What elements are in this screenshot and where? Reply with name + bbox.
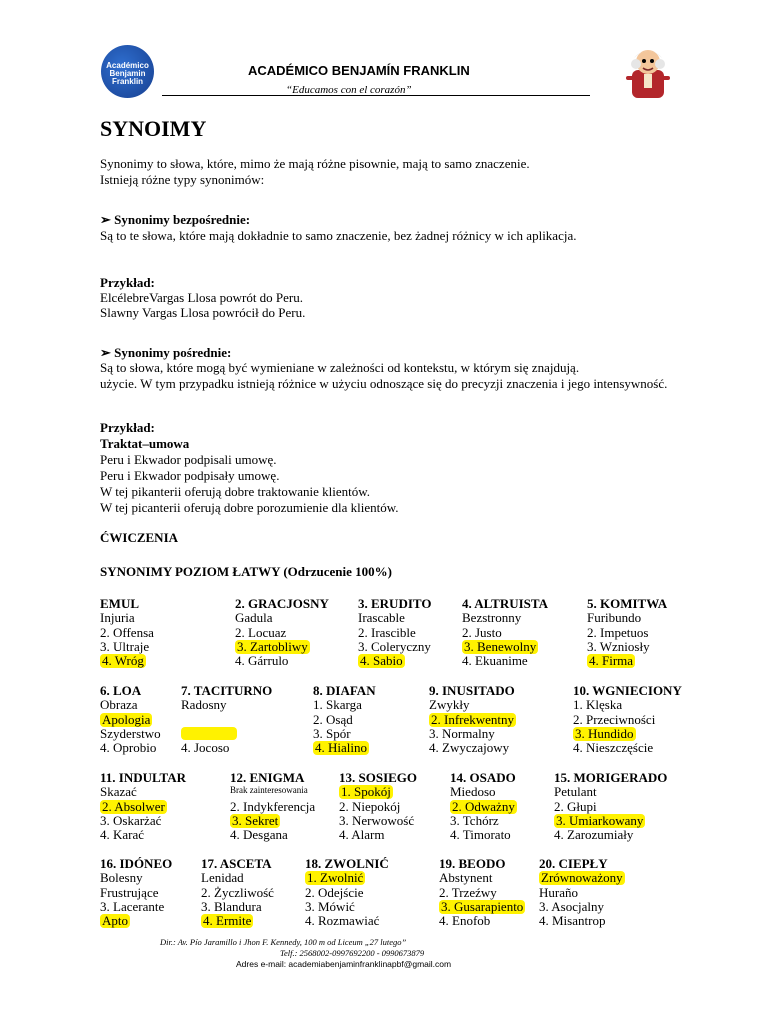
answer-highlight: 4. Ermite [203,913,252,929]
intro-paragraph: Synonimy to słowa, które, mimo że mają różne pisownie, mają to samo znaczenie. Istnieją różne typy synonimów: [100,156,530,187]
option-line: 4. Jocoso [181,740,230,756]
header-divider [162,95,590,96]
option-line: 2. Locuaz [235,624,287,640]
option-line: Radosny [181,697,227,713]
group-title: 15. MORIGERADO [554,770,668,785]
option-line: 4. Nieszczęście [573,740,654,756]
option-line: 3. Ultraje [100,638,150,654]
direct-heading: ➢ Synonimy bezpośrednie: [100,212,251,227]
option-line: Irascable [358,610,405,626]
option-line: 4. Zarozumiały [554,827,634,843]
indirect-heading: ➢ Synonimy pośrednie: [100,345,232,360]
answer-highlight: 2. Infrekwentny [431,711,515,727]
group-title: 12. ENIGMA [230,770,305,785]
option-line: Furibundo [587,610,642,626]
group-subtitle: Brak zainteresowania [230,785,308,796]
answer-highlight: 3. Sekret [232,812,279,828]
option-line: 1. Klęska [573,697,623,713]
option-line: Bezstronny [462,610,522,626]
option-line: 2. Irascible [358,624,416,640]
option-line: 4. Ekuanime [462,653,528,669]
answer-highlight: 3. Gusarapiento [441,898,524,914]
indirect-text-2: użycie. W tym przypadku istnieją różnice w użyciu odnoszące się do precyzji znaczenia i jego intensywność. [100,376,668,391]
option-line: 4. Oprobio [100,740,157,756]
option-line: 4. Misantrop [539,913,606,929]
group-title: 8. DIAFAN [313,683,376,698]
option-line: 2. Justo [462,624,502,640]
group-title: 14. OSADO [450,770,516,785]
option-line: 2. Osąd [313,711,353,727]
option-line: 3. Mówić [305,898,355,914]
answer-highlight: 2. Absolwer [102,798,165,814]
answer-highlight: 4. Firma [589,653,634,669]
option-line: Injuria [100,610,135,626]
logo-text-1: Académico [106,61,149,70]
option-line: 2. Życzliwość [201,884,274,900]
answer-highlight: 3. Umiarkowany [556,812,644,828]
option-line: 2. Niepokój [339,798,401,814]
option-line: Zwykły [429,697,470,713]
option-line: 2. Odejście [305,884,364,900]
option-line: 4. Zwyczajowy [429,740,510,756]
option-line: Miedoso [450,784,496,800]
option-line: 3. Oskarżać [100,812,162,828]
answer-highlight: Apto [102,913,128,929]
option-line: 1. Skarga [313,697,362,713]
option-line: 4. Enofob [439,913,491,929]
group-title: 13. SOSIEGO [339,770,418,785]
indirect-example-4: W tej picanterii oferują dobre porozumienie dla klientów. [100,500,399,515]
group-title: 18. ZWOLNIĆ [305,856,389,871]
option-line: Abstynent [439,870,493,886]
option-line: 4. Timorato [450,827,511,843]
indirect-text-1: Są to słowa, które mogą być wymieniane w zależności od kontekstu, w którym się znajdują. [100,360,580,375]
option-line: Frustrujące [100,884,159,900]
option-line: Obraza [100,697,138,713]
answer-highlight: 4. Hialino [315,740,367,756]
option-line: 3. Tchórz [450,812,499,828]
answer-highlight: 1. Spokój [341,784,391,800]
group-title: 7. TACITURNO [181,683,273,698]
footer-phone: Telf.: 2568002-0997692200 - 0990673879 [280,948,425,958]
level-title: SYNONIMY POZIOM ŁATWY (Odrzucenie 100%) [100,564,392,579]
option-line: 3. Spór [313,725,351,741]
page-title: SYNOIMY [100,116,207,141]
group-title: 20. CIEPŁY [539,856,608,871]
option-line: 2. Trzeźwy [439,884,497,900]
group-title: EMUL [100,596,139,611]
group-title: 17. ASCETA [201,856,272,871]
motto: “Educamos con el corazón” [286,84,412,96]
group-title: 3. ERUDITO [358,596,432,611]
option-line: Skazać [100,784,137,800]
option-line: 4. Alarm [339,827,385,843]
logo-text-3: Franklin [111,77,144,86]
group-title: 16. IDÓNEO [100,856,173,871]
answer-highlight: 3. Benewolny [464,638,537,654]
indirect-example-3: W tej pikanterii oferują dobre traktowanie klientów. [100,484,371,499]
group-title: 11. INDULTAR [100,770,186,785]
footer-address: Dir.: Av. Pío Jaramillo i Jhon F. Kennedy, 100 m od Liceum „27 lutego” [160,937,407,947]
franklin-mascot-icon [624,44,672,102]
group-title: 9. INUSITADO [429,683,515,698]
blank-highlight [181,727,237,740]
answer-highlight: Apologia [102,711,151,727]
option-line: Gadula [235,610,273,626]
answer-highlight: 2. Odważny [452,798,515,814]
option-line: Petulant [554,784,597,800]
answer-highlight: 4. Wróg [102,653,144,669]
option-line: 4. Desgana [230,827,288,843]
option-line: Bolesny [100,870,143,886]
option-line: Huraño [539,884,578,900]
school-logo [101,45,154,98]
answer-highlight: 1. Zwolnić [307,870,364,886]
indirect-example-1: Peru i Ekwador podpisali umowę. [100,452,277,467]
option-line: 3. Coleryczny [358,638,431,654]
option-line: 2. Impetuos [587,624,649,640]
group-title: 5. KOMITWA [587,596,668,611]
school-name: ACADÉMICO BENJAMÍN FRANKLIN [248,63,470,78]
direct-example-1: ElcélebreVargas Llosa powrót do Peru. [100,290,304,305]
option-line: 3. Asocjalny [539,898,604,914]
direct-text: Są to te słowa, które mają dokładnie to samo znaczenie, bez żadnej różnicy w ich aplikacja. [100,228,577,243]
option-line: 2. Indykferencja [230,798,316,814]
answer-highlight: 3. Zartobliwy [237,638,308,654]
option-line: Lenidad [201,870,244,886]
option-line: 3. Lacerante [100,898,165,914]
option-line: Szyderstwo [100,725,161,741]
option-line: 2. Głupi [554,798,597,814]
indirect-example-2: Peru i Ekwador podpisały umowę. [100,468,280,483]
group-title: 2. GRACJOSNY [235,596,329,611]
direct-example-label: Przykład: [100,275,155,290]
group-title: 19. BEODO [439,856,506,871]
group-title: 6. LOA [100,683,142,698]
option-line: 4. Karać [100,827,145,843]
indirect-example-subtitle: Traktat–umowa [100,436,190,451]
option-line: 3. Wzniosły [587,638,650,654]
direct-example-2: Slawny Vargas Llosa powrócił do Peru. [100,305,306,320]
footer-email: Adres e-mail: academiabenjaminfranklinapbf@gmail.com [236,959,452,969]
option-line: 4. Gárrulo [235,653,289,669]
exercises-title: ĆWICZENIA [100,530,179,545]
logo-text-2: Benjamin [109,69,146,78]
answer-highlight: 3. Hundido [575,725,634,741]
option-line: 2. Przeciwności [573,711,656,727]
option-line: 4. Rozmawiać [305,913,380,929]
answer-highlight: Zrównoważony [541,870,623,886]
answer-highlight: 4. Sabio [360,653,403,669]
option-line: 3. Nerwowość [339,812,415,828]
indirect-example-label: Przykład: [100,420,155,435]
option-line: 3. Blandura [201,898,262,914]
option-line: 2. Offensa [100,624,154,640]
group-title: 4. ALTRUISTA [462,596,548,611]
group-title: 10. WGNIECIONY [573,683,682,698]
option-line: 3. Normalny [429,725,495,741]
